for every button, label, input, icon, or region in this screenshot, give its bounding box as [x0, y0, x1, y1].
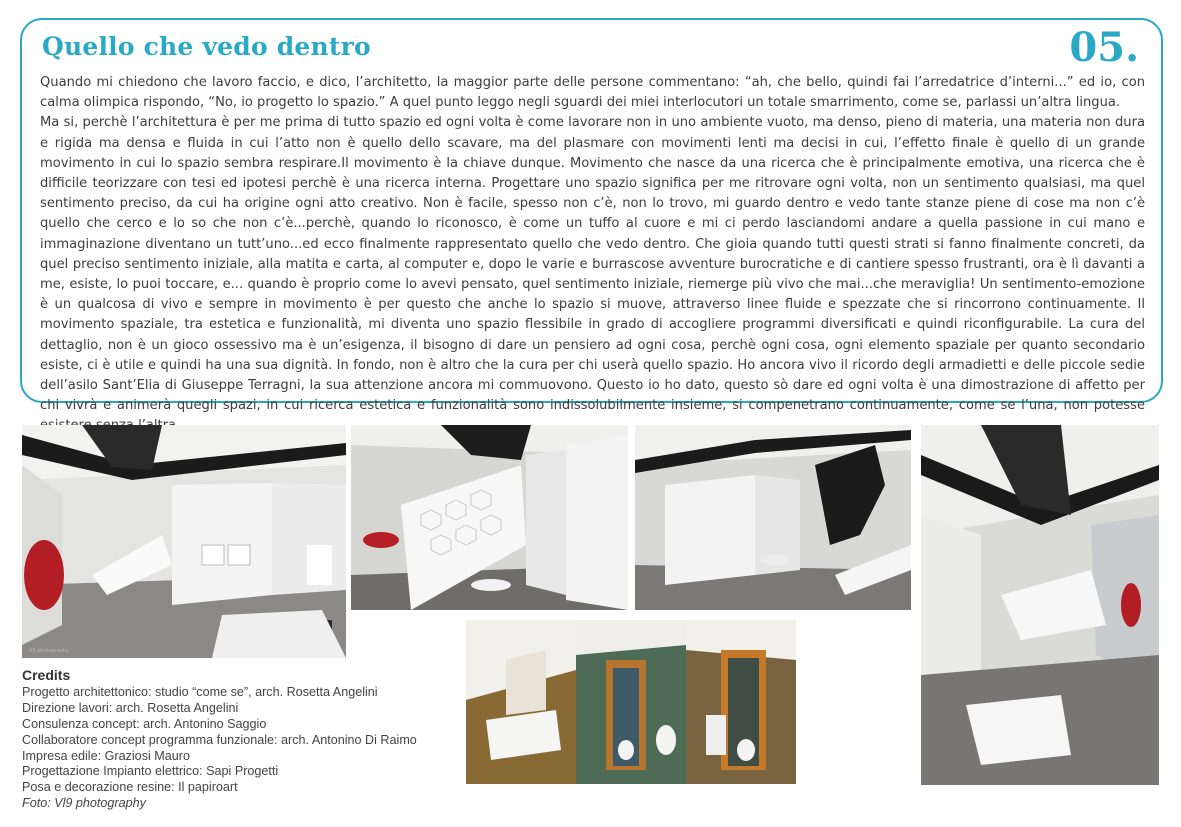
- photo-credit: Foto: Vl9 photography: [22, 796, 146, 811]
- credit-line: Progettazione Impianto elettrico: Sapi Progetti: [22, 764, 279, 779]
- credit-line: Consulenza concept: arch. Antonino Saggio: [22, 716, 267, 731]
- credit-line: Impresa edile: Graziosi Mauro: [22, 748, 190, 763]
- photo-corridor-sculpture: [921, 425, 1159, 785]
- credit-line: Posa e decorazione resine: Il papiroart: [22, 780, 238, 795]
- photo-black-sculpture: [635, 425, 911, 610]
- photo-honeycomb-wall: [351, 425, 628, 610]
- photo-credit-tag: vl9 photography: [28, 648, 70, 654]
- paragraph-1: Quando mi chiedono che lavoro faccio, e dico, l’architetto, la maggior parte delle persone commentano: “ah, che bello, quindi fai l’arredatrice d’interni...” ed io, con calma olimpica rispondo, “No, io progetto lo spazio.” A quel punto leggo negli sguardi dei miei interlocutori un totale smarrimento, come se, parlassi un’altra lingua.: [40, 75, 1145, 111]
- photo-bathrooms: [466, 620, 796, 784]
- credit-line: Collaboratore concept programma funzionale: arch. Antonino Di Raimo: [22, 732, 417, 747]
- photo-gallery-entrance: [22, 425, 346, 658]
- credit-line: Progetto architettonico: studio “come se”, arch. Rosetta Angelini: [22, 684, 378, 699]
- paragraph-2: Ma si, perchè l’architettura è per me prima di tutto spazio ed ogni volta è come lavorare non in uno ambiente vuoto, ma denso, pieno di materia, una materia non dura e rigida ma densa e fluida in cui l’atto non è quello dello scavare, ma del plasmare con movimenti lenti ma decisi in cui, l’effetto finale è quello di un grande movimento in cui lo spazio sembra respirare.Il movimento è la chiave dunque. Movimento che nasce da una ricerca che è principalmente emotiva, una ricerca che è difficile teorizzare con tesi ed ipotesi perchè è una ricerca interna. Progettare uno spazio significa per me ritrovare ogni volta, non un sentimento qualsiasi, ma quel sentimento preciso, da cui ha origine ogni atto creativo. Non è facile, spesso non c’è, non lo trovo, mi guardo dentro e vedo tante stanze piene di cose ma non c’è quello che cerco e lo so che non c’è...perchè, quando lo riconosco, è come un tuffo al cuore e mi ci perdo lasciandomi andare a quella passione in cui mano e immaginazione diventano un tutt’uno...ed ecco finalmente rappresentato quello che vedo dentro. Che gioia quando tutti questi strati si fanno finalmente concreti, da quel preciso sentimento iniziale, alla matita e carta, al computer e, dopo le varie e burrascose avventure burocratiche e di cantiere spesso frustranti, ora è lì davanti a me, esiste, lo puoi toccare, e... quando è proprio come lo avevi pensato, quel sentimento iniziale, riemerge più vivo che mai...che meraviglia! Un sentimento-emozione è un qualcosa di vivo e sempre in movimento è per questo che anche lo spazio si muove, attraverso linee fluide e spezzate che si rincorrono continuamente. Il movimento spaziale, tra estetica e funzionalità, mi diventa uno spazio flessibile in grado di accogliere programmi diversificati e quindi riconfigurabile. La cura del dettaglio, non è un gioco ossessivo ma è un’esigenza, il bisogno di dare un pensiero ad ogni cosa, perchè ogni cosa, ogni elemento spaziale per quanto secondario esiste, ci è utile e quindi ha una sua dignità. In fondo, non è altro che la cura per chi userà quello spazio. Ho ancora vivo il ricordo degli armadietti e delle piccole sedie dell’asilo Sant’Elia di Giuseppe Terragni, la sua attenzione ancora mi commuovono. Questo io ho dato, questo sò dare ed ogni volta è una dimostrazione di affetto per chi vivrà e animerà quegli spazi, in cui ricerca estetica e funzionalità sono indissolubilmente insieme, si compenetrano continuamente, come se l’una, non potesse: [40, 115, 1145, 414]
- section-number: 05.: [1069, 24, 1139, 71]
- credits-heading: Credits: [22, 667, 71, 683]
- credit-line: Direzione lavori: arch. Rosetta Angelini: [22, 700, 239, 715]
- credits-block: [22, 668, 442, 812]
- text-panel: [20, 18, 1163, 414]
- page-title: Quello che vedo dentro: [42, 32, 371, 61]
- body-text: [40, 73, 1145, 437]
